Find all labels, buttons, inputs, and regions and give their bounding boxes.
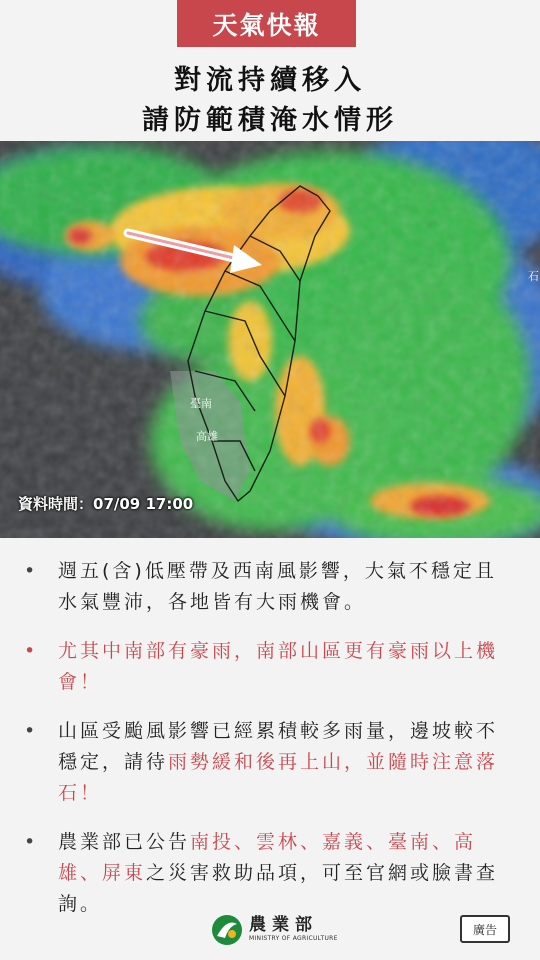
bullet-item-4: • 農業部已公告南投、雲林、嘉義、臺南、高雄、屏東之災害救助品項，可至官網或臉書查詢。 (58, 827, 510, 920)
footer (0, 906, 540, 954)
radar-map (0, 141, 540, 538)
label-kaohsiung: 高雄 (196, 430, 218, 443)
bullet-item-1: • 週五(含)低壓帶及西南風影響，大氣不穩定且水氣豐沛，各地皆有大雨機會。 (58, 556, 510, 618)
bullet-dot-icon: • (24, 560, 39, 582)
bullet-list (0, 556, 540, 938)
moa-logo-text: 農業部 (249, 915, 318, 935)
page-title-line1: 對流持續移入 (174, 65, 366, 96)
label-ishigaki: 石 (528, 270, 539, 283)
page-title-line2: 請防範積淹水情形 (142, 105, 398, 136)
bullet-dot-icon: • (24, 640, 39, 662)
bullet-item-3: • 山區受颱風影響已經累積較多雨量，邊坡較不穩定，請待雨勢緩和後再上山，並隨時注意落石！ (58, 716, 510, 809)
bullet-dot-icon: • (24, 831, 39, 853)
moa-logo-subtitle: MINISTRY OF AGRICULTURE (249, 935, 338, 942)
radar-echo-graphic (0, 141, 540, 538)
moa-logo[interactable] (211, 910, 336, 952)
ad-badge: 廣告 (460, 915, 510, 943)
label-tainan: 臺南 (190, 397, 212, 410)
bullet-dot-icon: • (24, 720, 39, 742)
radar-timestamp: 資料時間：07/09 17:00 (18, 495, 194, 513)
moa-logo-icon (211, 914, 243, 946)
bullet-item-2: • 尤其中南部有豪雨，南部山區更有豪雨以上機會！ (58, 636, 510, 698)
header-badge: 天氣快報 (177, 0, 356, 47)
